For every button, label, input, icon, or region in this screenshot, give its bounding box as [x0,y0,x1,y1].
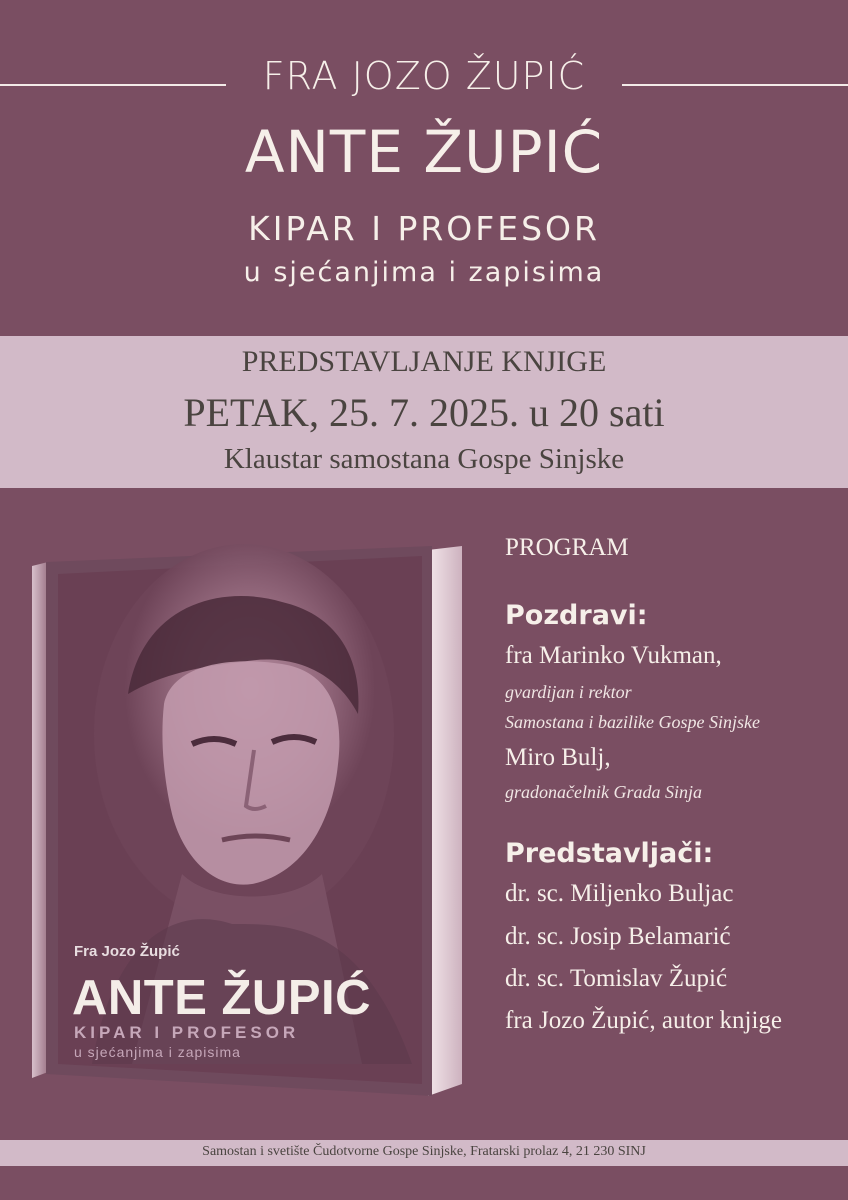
cover-author: Fra Jozo Župić [74,943,180,960]
header-subtitle: KIPAR I PROFESOR [248,209,600,248]
header-author: FRA JOZO ŽUPIĆ [262,54,586,98]
greeter-2-name: Miro Bulj, [505,744,611,771]
header-subtitle-2: u sjećanjima i zapisima [243,257,605,288]
greeter-2-role: gradonačelnik Grada Sinja [505,782,702,802]
cover-title: ANTE ŽUPIĆ [72,971,371,1025]
greeter-1-role-line-1: gvardijan i rektor [505,682,632,702]
presenter-item: fra Jozo Župić, autor knjige [505,1007,782,1034]
event-datetime: PETAK, 25. 7. 2025. u 20 sati [183,390,665,435]
presenter-item: dr. sc. Josip Belamarić [505,923,731,950]
event-venue: Klaustar samostana Gospe Sinjske [223,443,625,475]
footer-address: Samostan i svetište Čudotvorne Gospe Sinjske, Fratarski prolaz 4, 21 230 SINJ [202,1144,646,1159]
greeter-1-name: fra Marinko Vukman, [505,642,722,669]
event-heading: PREDSTAVLJANJE KNJIGE [241,345,607,378]
header-title: ANTE ŽUPIĆ [244,118,604,186]
presenters-heading: Predstavljači: [505,838,714,869]
cover-subtitle: KIPAR I PROFESOR [74,1023,300,1042]
presenter-item: dr. sc. Tomislav Župić [505,965,728,992]
program-heading: PROGRAM [505,534,629,561]
cover-subtitle-2: u sjećanjima i zapisima [74,1044,241,1060]
greetings-heading: Pozdravi: [505,600,648,631]
presenter-item: dr. sc. Miljenko Buljac [505,880,734,907]
greeter-1-role-line-2: Samostana i bazilike Gospe Sinjske [505,712,760,732]
